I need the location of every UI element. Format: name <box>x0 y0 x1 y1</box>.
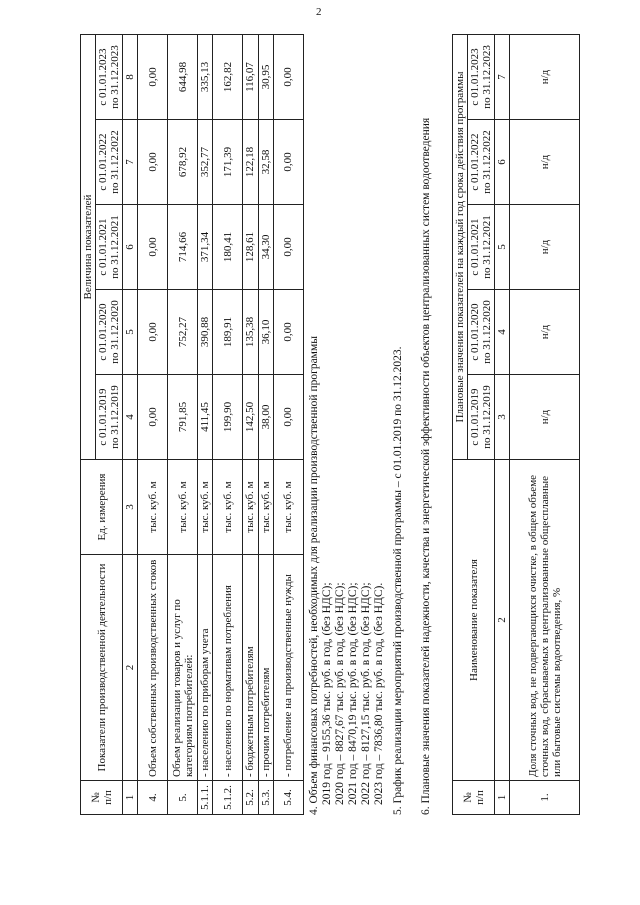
header-indicator: Показатели производственной деятельности <box>81 555 123 781</box>
column-number: 4 <box>495 290 510 375</box>
row-value: н/д <box>510 205 580 290</box>
row-value: 678,92 <box>168 120 198 205</box>
column-number: 1 <box>495 781 510 815</box>
header-period: с 01.01.2021 по 31.12.2021 <box>468 205 495 290</box>
row-num: 1. <box>510 781 580 815</box>
row-value: 752,27 <box>168 290 198 375</box>
row-unit: тыс. куб. м <box>138 460 168 555</box>
table-row <box>213 35 243 815</box>
page-number: 2 <box>316 6 322 18</box>
row-unit: тыс. куб. м <box>243 460 258 555</box>
row-value: 335,13 <box>198 35 213 120</box>
row-num: 5.3. <box>258 781 273 815</box>
row-value: 36,10 <box>258 290 273 375</box>
finance-line: 2022 год – 8127,15 тыс. руб. в год, (без НДС); <box>360 582 372 805</box>
row-value: 180,41 <box>213 205 243 290</box>
header-period: с 01.01.2020 по 31.12.2020 <box>96 290 123 375</box>
header-period: с 01.01.2019 по 31.12.2019 <box>96 375 123 460</box>
table-row <box>138 35 168 815</box>
table-row <box>198 35 213 815</box>
row-value: 791,85 <box>168 375 198 460</box>
column-number: 7 <box>123 120 138 205</box>
row-name: - населению по нормативам потребления <box>213 555 243 781</box>
table-row <box>243 35 258 815</box>
column-number: 1 <box>123 781 138 815</box>
header-unit: Ед. измерения <box>81 460 123 555</box>
row-value: 0,00 <box>138 120 168 205</box>
row-value: н/д <box>510 34 580 119</box>
column-number: 7 <box>495 34 510 119</box>
header-name: Наименование показателя <box>453 460 495 781</box>
row-value: 0,00 <box>138 35 168 120</box>
column-number: 4 <box>123 375 138 460</box>
row-value: 128,61 <box>243 205 258 290</box>
row-value: 411,45 <box>198 375 213 460</box>
row-num: 4. <box>138 781 168 815</box>
row-name: - прочим потребителям <box>258 555 273 781</box>
header-values-group: Величина показателей <box>81 35 96 460</box>
row-value: 0,00 <box>273 35 303 120</box>
row-value: 30,95 <box>258 35 273 120</box>
header-period: с 01.01.2021 по 31.12.2021 <box>96 205 123 290</box>
header-period: с 01.01.2019 по 31.12.2019 <box>468 375 495 460</box>
table-row <box>258 35 273 815</box>
row-value: 352,77 <box>198 120 213 205</box>
production-indicators-table <box>80 34 304 815</box>
column-number: 3 <box>495 375 510 460</box>
column-number: 2 <box>495 460 510 781</box>
row-value: н/д <box>510 120 580 205</box>
row-value: 189,91 <box>213 290 243 375</box>
finance-line: 2019 год – 9155,36 тыс. руб. в год, (без НДС); <box>321 582 333 805</box>
row-value: 32,58 <box>258 120 273 205</box>
row-unit: тыс. куб. м <box>213 460 243 555</box>
row-value: 171,39 <box>213 120 243 205</box>
column-number: 3 <box>123 460 138 555</box>
row-value: 390,88 <box>198 290 213 375</box>
finance-line: 2020 год – 8827,67 тыс. руб. в год, (без НДС); <box>334 582 346 805</box>
row-value: 0,00 <box>273 290 303 375</box>
row-value: н/д <box>510 290 580 375</box>
column-number: 6 <box>123 205 138 290</box>
row-value: 116,07 <box>243 35 258 120</box>
table-row <box>510 34 580 814</box>
finance-line: 2021 год – 8470,19 тыс. руб. в год, (без НДС); <box>347 582 359 805</box>
row-num: 5.2. <box>243 781 258 815</box>
planned-values-section-title: 6. Плановые значения показателей надежности, качества и энергетической эффективности объектов централизованных систем водоотведения <box>420 117 432 815</box>
row-value: 34,30 <box>258 205 273 290</box>
table-row <box>168 35 198 815</box>
row-unit: тыс. куб. м <box>258 460 273 555</box>
row-value: 38,00 <box>258 375 273 460</box>
row-unit: тыс. куб. м <box>198 460 213 555</box>
row-value: 135,38 <box>243 290 258 375</box>
row-value: 714,66 <box>168 205 198 290</box>
row-name: Объем собственных производственных стоков <box>138 555 168 781</box>
column-number: 8 <box>123 35 138 120</box>
header-values-group: Плановые значения показателей на каждый год срока действия программы <box>453 34 468 459</box>
schedule-section: 5. График реализации мероприятий производственной программы – с 01.01.2019 по 31.12.2023. <box>392 346 404 815</box>
table-row <box>273 35 303 815</box>
row-value: 0,00 <box>138 375 168 460</box>
row-value: 0,00 <box>138 205 168 290</box>
row-num: 5. <box>168 781 198 815</box>
row-value: 0,00 <box>273 120 303 205</box>
section-title: 4. Объем финансовых потребностей, необходимых для реализации производственной программы <box>308 336 320 815</box>
row-unit: тыс. куб. м <box>168 460 198 555</box>
column-number: 5 <box>495 205 510 290</box>
row-num: 5.4. <box>273 781 303 815</box>
row-name: - населению по приборам учета <box>198 555 213 781</box>
row-num: 5.1.2. <box>213 781 243 815</box>
row-value: 122,18 <box>243 120 258 205</box>
header-period: с 01.01.2023 по 31.12.2023 <box>96 35 123 120</box>
row-value: 0,00 <box>273 205 303 290</box>
row-value: 371,34 <box>198 205 213 290</box>
header-period: с 01.01.2020 по 31.12.2020 <box>468 290 495 375</box>
row-name: - потребление на производственные нужды <box>273 555 303 781</box>
row-value: 644,98 <box>168 35 198 120</box>
header-num: № п/п <box>81 781 123 815</box>
column-number: 6 <box>495 120 510 205</box>
finance-line: 2023 год – 7836,80 тыс. руб. в год, (без НДС). <box>373 582 385 805</box>
header-period: с 01.01.2022 по 31.12.2022 <box>468 120 495 205</box>
column-number: 2 <box>123 555 138 781</box>
row-name: Доля сточных вод, не подвергающихся очистке, в общем объеме сточных вод, сбрасываемых в централизованные общесплавные или бытовые системы водоотведения, % <box>510 460 580 781</box>
row-value: 142,50 <box>243 375 258 460</box>
header-num: № п/п <box>453 781 495 815</box>
financial-needs-section <box>308 35 386 815</box>
row-name: Объем реализации товаров и услуг по категориям потребителей: <box>168 555 198 781</box>
row-name: - бюджетным потребителям <box>243 555 258 781</box>
row-value: 0,00 <box>273 375 303 460</box>
header-period: с 01.01.2022 по 31.12.2022 <box>96 120 123 205</box>
header-period: с 01.01.2023 по 31.12.2023 <box>468 34 495 119</box>
row-unit: тыс. куб. м <box>273 460 303 555</box>
row-num: 5.1.1. <box>198 781 213 815</box>
row-value: 199,90 <box>213 375 243 460</box>
row-value: 0,00 <box>138 290 168 375</box>
column-number: 5 <box>123 290 138 375</box>
row-value: 162,82 <box>213 35 243 120</box>
row-value: н/д <box>510 375 580 460</box>
planned-values-table <box>452 34 580 815</box>
